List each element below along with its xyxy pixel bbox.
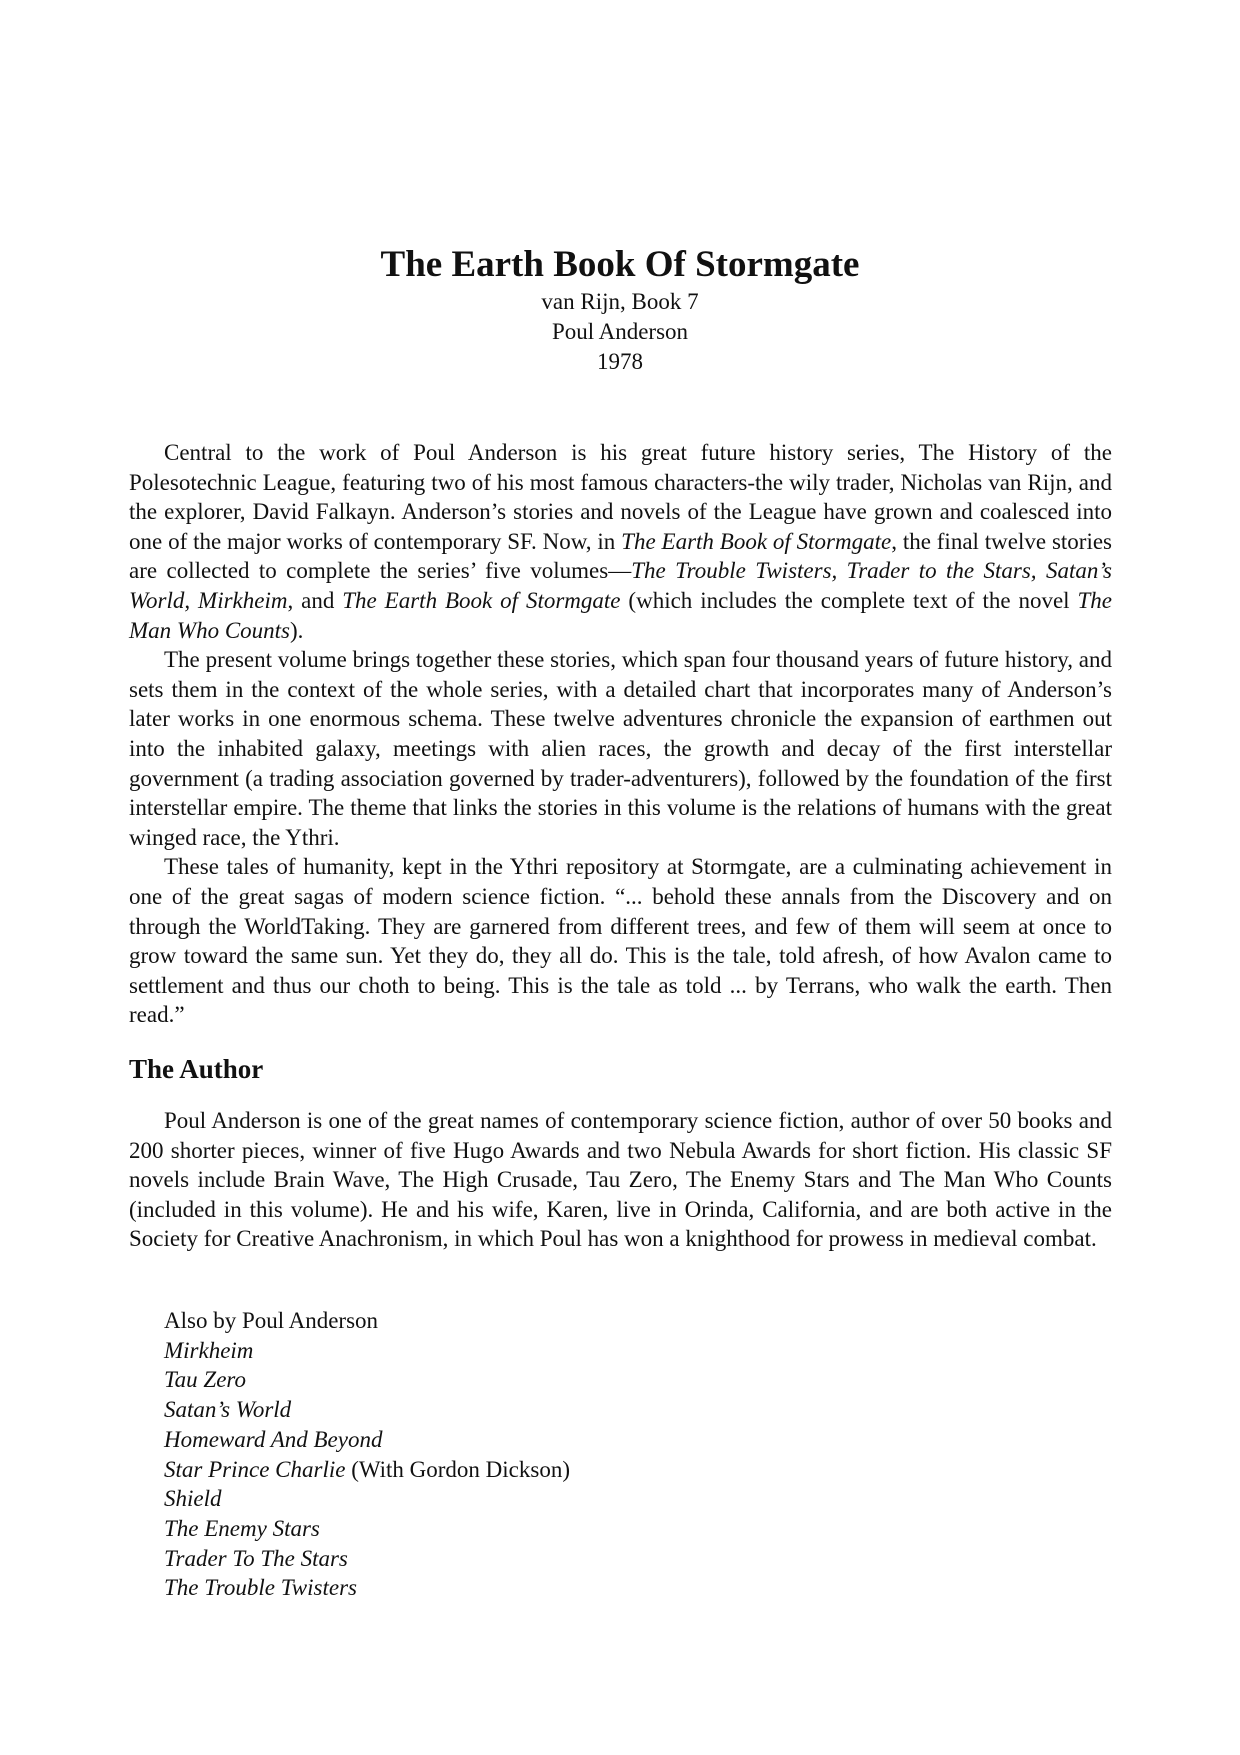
- book-title-item: Shield: [164, 1486, 222, 1512]
- intro-p1-text-e: , and: [287, 587, 343, 613]
- intro-p1-title-1: The Earth Book of Stormgate: [621, 528, 892, 554]
- intro-p1-text-g: (which includes the complete text of the novel: [620, 587, 1078, 613]
- intro-p1-text-a: Central to the work of Poul Anderson is his great future history series, The History of the Polesotechnic League, featuring two of his most famous characters-the wily trader, Nicholas van Rijn, and the explorer, David Falkayn. Anderson’s stories and novels of the League have grown and coalesced into one of the major works of contemporary SF. Now, in: [129, 440, 1112, 554]
- book-title-item: The Trouble Twisters: [164, 1575, 357, 1601]
- intro-p1-title-4: The Man Who Counts: [129, 587, 1112, 643]
- book-title-item: Trader To The Stars: [164, 1545, 348, 1571]
- intro-section: [129, 438, 1112, 1030]
- intro-paragraph-2: The present volume brings together these stories, which span four thousand years of future history, and sets them in the context of the whole series, with a detailed chart that incorporates many of Anderson’s later works in one enormous schema. These twelve adventures chronicle the expansion of earthmen out into the inhabited galaxy, meetings with alien races, the growth and decay of the first interstellar government (a trading association governed by trader-adventurers), followed by the foundation of the first interstellar empire. The theme that links the stories in this volume is the relations of humans with the great winged race, the Ythri.: [129, 647, 1112, 850]
- series-line: van Rijn, Book 7: [541, 289, 699, 314]
- intro-p1-text-i: ).: [290, 617, 304, 643]
- book-item: [164, 1573, 570, 1603]
- author-heading: The Author: [129, 1054, 264, 1084]
- author-name: Poul Anderson: [551, 319, 689, 344]
- book-item: [164, 1336, 570, 1366]
- intro-paragraph-3: These tales of humanity, kept in the Ythri repository at Stormgate, are a culminating achievement in one of the great sagas of modern science fiction. “... behold these annals from the Discovery and on through the WorldTaking. They are garnered from different trees, and few of them will seem at once to grow toward the same sun. Yet they do, they all do. This is the tale, told afresh, of how Avalon came to settlement and thus our choth to being. This is the tale as told ... by Terrans, who walk the earth. Then read.”: [129, 854, 1112, 1028]
- also-by-heading: Also by Poul Anderson: [164, 1308, 379, 1333]
- book-item: [164, 1455, 570, 1485]
- intro-paragraph-1: [129, 438, 1112, 645]
- coauthor-note: (With Gordon Dickson): [345, 1456, 571, 1482]
- book-item: [164, 1484, 570, 1514]
- book-title-item: Mirkheim: [164, 1337, 254, 1363]
- book-item: [164, 1544, 570, 1574]
- book-item: [164, 1395, 570, 1425]
- publication-year: 1978: [597, 349, 643, 374]
- intro-p1-text-c: , the final twelve stories are collected to complete the series’ five volumes—: [129, 528, 1112, 584]
- book-title-item: Homeward And Beyond: [164, 1426, 383, 1452]
- book-title: The Earth Book Of Stormgate: [380, 244, 860, 285]
- book-title-item: Tau Zero: [164, 1367, 247, 1393]
- title-block: [0, 243, 1240, 377]
- book-title-item: Satan’s World: [164, 1397, 292, 1423]
- book-item: [164, 1365, 570, 1395]
- book-title-item: The Enemy Stars: [164, 1515, 320, 1541]
- book-item: [164, 1425, 570, 1455]
- intro-p1-titles-2: The Trouble Twisters, Trader to the Stars, Satan’s World, Mirkheim: [129, 558, 1112, 613]
- book-title-item: Star Prince Charlie: [164, 1456, 346, 1482]
- author-paragraph: Poul Anderson is one of the great names of contemporary science fiction, author of over 50 books and 200 shorter pieces, winner of five Hugo Awards and two Nebula Awards for short fiction. His classic SF novels include Brain Wave, The High Crusade, Tau Zero, The Enemy Stars and The Man Who Counts (included in this volume). He and his wife, Karen, live in Orinda, California, and are both active in the Society for Creative Anachronism, in which Poul has won a knighthood for prowess in medieval combat.: [129, 1108, 1112, 1252]
- author-section: [129, 1106, 1112, 1254]
- book-item: [164, 1514, 570, 1544]
- also-by-list: [164, 1306, 570, 1603]
- intro-p1-title-3: The Earth Book of Stormgate: [342, 587, 621, 613]
